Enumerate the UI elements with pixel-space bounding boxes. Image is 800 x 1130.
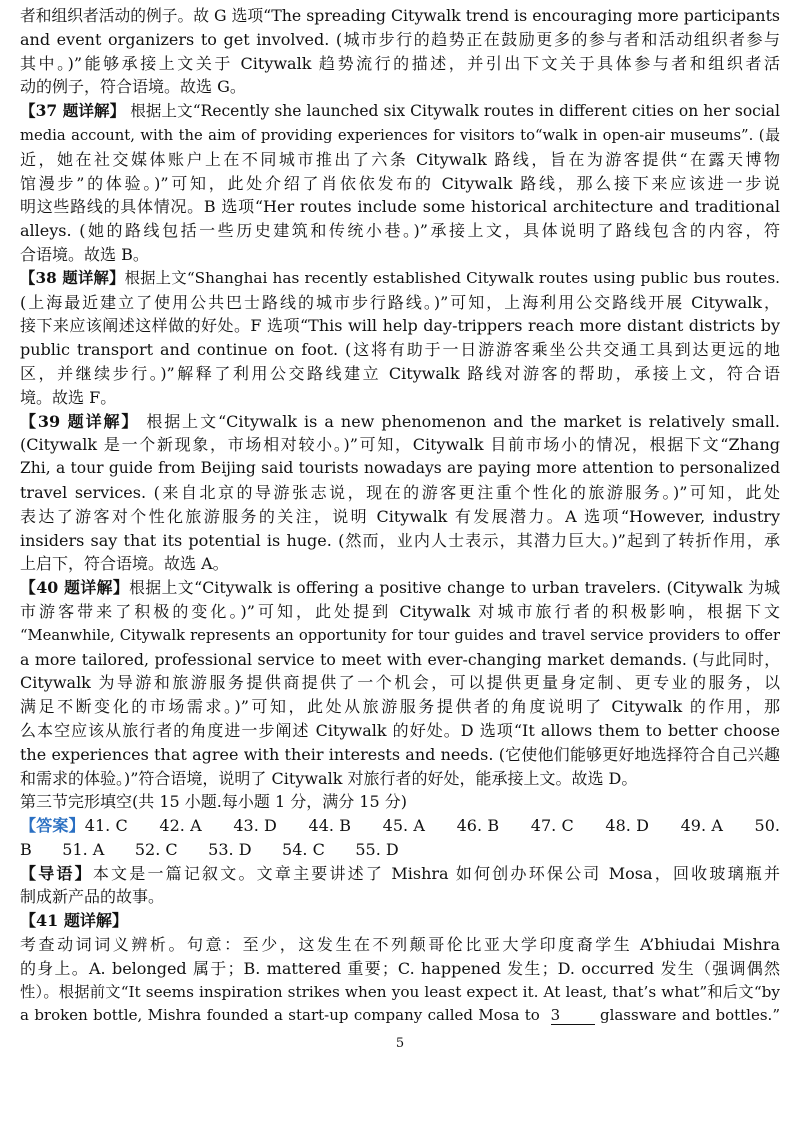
section-heading: 【导语】 <box>20 863 93 883</box>
line-text: 的身上。A. belonged 属于；B. mattered 重要；C. happened 发生；D. occurred 发生（强调偶然 <box>20 958 780 978</box>
text-line <box>20 75 780 99</box>
line-text: 上启下，符合语境。故选 A。 <box>20 554 229 574</box>
text-line <box>20 885 780 909</box>
line-text: media account, with the aim of providing experiences for visitors to“walk in open-air museums”. (最 <box>20 126 780 144</box>
cloze-blank: 3 <box>551 1006 595 1025</box>
text-line <box>20 862 780 886</box>
text-line <box>20 4 780 28</box>
line-text: 者和组织者活动的例子。故 G 选项“The spreading Citywalk trend is encouraging more participants <box>20 6 780 25</box>
text-line <box>20 624 780 648</box>
text-line <box>20 124 780 148</box>
text-line <box>20 267 780 291</box>
text-line <box>20 433 780 457</box>
text-line <box>20 219 780 243</box>
line-text: and event organizers to get involved. (城市步行的趋势正在鼓励更多的参与者和活动组织者参与 <box>20 29 780 49</box>
line-text: (Citywalk 是一个新现象，市场相对较小。)”可知，Citywalk 目前市场小的情况，根据下文“Zhang <box>20 435 780 455</box>
line-text: 本文是一篇记叙文。文章主要讲述了 Mishra 如何创办环保公司 Mosa，回收玻璃瓶并 <box>92 863 780 883</box>
line-text: insiders say that its potential is huge. (然而，业内人士表示，其潜力巨大。)”起到了转折作用，承 <box>20 530 780 550</box>
text-line <box>20 576 780 600</box>
text-line <box>20 648 780 672</box>
line-text: public transport and continue on foot. (这将有助于一日游游客乘坐公共交通工具到达更远的地 <box>20 340 780 360</box>
text-body <box>20 4 780 1028</box>
line-text: 动的例子，符合语境。故选 G。 <box>20 77 246 97</box>
text-line <box>20 743 780 767</box>
line-text: 明这些路线的具体情况。B 选项“Her routes include some historical architecture and traditional <box>20 197 780 217</box>
line-text: 合语境。故选 B。 <box>20 244 149 264</box>
section-heading: 【40 题详解】 <box>20 578 130 598</box>
text-line <box>20 148 780 172</box>
text-line <box>20 671 780 695</box>
text-line <box>20 481 780 505</box>
text-line <box>20 195 780 219</box>
line-text: 根据上文“Recently she launched six Citywalk routes in different cities on her social <box>125 102 780 121</box>
text-line <box>20 957 780 981</box>
line-text: a more tailored, professional service to meet with ever-changing market demands. (与此同时， <box>20 649 780 669</box>
text-line <box>20 338 780 362</box>
section-heading: 【37 题详解】 <box>20 101 126 121</box>
line-text: 和需求的体验。)”符合语境，说明了 Citywalk 对旅行者的好处，能承接上文。故选 D。 <box>20 768 638 788</box>
line-text: a broken bottle, Mishra founded a start-up company called Mosa to <box>20 1006 540 1025</box>
section-heading: 【41 题详解】 <box>20 911 128 931</box>
text-line <box>20 838 780 862</box>
line-text: 性）。根据前文“It seems inspiration strikes when you least expect it. At least, that’s what”和后文“by <box>20 982 780 1001</box>
line-text: (上海最近建立了使用公共巴士路线的城市步行路线。)”可知，上海利用公交路线开展 Citywalk， <box>20 292 780 312</box>
text-line <box>20 291 780 315</box>
line-text: 考查动词词义辨析。句意：至少，这发生在不列颠哥伦比亚大学印度裔学生 A’bhiudai Mishra <box>20 935 780 955</box>
line-text: 满足不断变化的市场需求。)”可知，此处从旅游服务提供者的角度说明了 Citywalk 的作用，那 <box>20 697 780 717</box>
line-text: 41. C 42. A 43. D 44. B 45. A 46. B 47. C 48. D 49. A 50. <box>84 816 780 836</box>
text-line <box>20 52 780 76</box>
line-text: 市游客带来了积极的变化。)”可知，此处提到 Citywalk 对城市旅行者的积极影响，根据下文 <box>20 601 780 621</box>
text-line <box>20 314 780 338</box>
line-text: 根据上文“Citywalk is a new phenomenon and the market is relatively small. <box>139 411 780 431</box>
text-line <box>20 1004 780 1028</box>
text-line <box>20 814 780 838</box>
line-text: “Meanwhile, Citywalk represents an opportunity for tour guides and travel service providers to offer <box>20 626 780 644</box>
section-heading: 【38 题详解】 <box>20 268 125 287</box>
line-text: 第三节完形填空(共 15 小题.每小题 1 分，满分 15 分) <box>20 792 407 812</box>
text-line <box>20 457 780 481</box>
line-text: 近，她在社交媒体账户上在不同城市推出了六条 Citywalk 路线，旨在为游客提供“在露天博物 <box>20 149 780 169</box>
line-text-after-blank: glassware and bottles.” <box>594 1006 780 1025</box>
line-text: 其中。)”能够承接上文关于 Citywalk 趋势流行的描述，并引出下文关于具体参与者和组织者活 <box>20 53 780 73</box>
text-line <box>20 767 780 791</box>
text-line <box>20 600 780 624</box>
text-line <box>20 386 780 410</box>
text-line <box>20 933 780 957</box>
line-text: 根据上文“Shanghai has recently established Citywalk routes using public bus routes. <box>124 268 780 287</box>
answer-label: 【答案】 <box>20 816 85 836</box>
line-text: 接下来应该阐述这样做的好处。F 选项“This will help day-trippers reach more distant districts by <box>20 316 780 336</box>
line-text: 根据上文“Citywalk is offering a positive change to urban travelers. (Citywalk 为城 <box>129 578 780 598</box>
line-text: 么本空应该从旅行者的角度进一步阐述 Citywalk 的好处。D 选项“It allows them to better choose <box>20 720 780 740</box>
line-text: 制成新产品的故事。 <box>20 887 165 907</box>
text-line <box>20 505 780 529</box>
text-line <box>20 99 780 124</box>
line-text: 馆漫步”的体验。)”可知，此处介绍了肖依依发布的 Citywalk 路线，那么接下来应该进一步说 <box>20 173 780 193</box>
text-line <box>20 552 780 576</box>
section-heading: 【39 题详解】 <box>20 411 140 431</box>
line-text: alleys. (她的路线包括一些历史建筑和传统小巷。)”承接上文，具体说明了路线包含的内容，符 <box>20 221 780 241</box>
text-line <box>20 719 780 743</box>
text-line <box>20 695 780 719</box>
line-text: 区，并继续步行。)”解释了利用公交路线建立 Citywalk 路线对游客的帮助，承接上文，符合语 <box>20 363 780 383</box>
text-line <box>20 909 780 933</box>
text-line <box>20 243 780 267</box>
line-text: the experiences that agree with their interests and needs. (它使他们能够更好地选择符合自己兴趣 <box>20 744 780 764</box>
line-text: travel services. (来自北京的导游张志说，现在的游客更注重个性化的旅游服务。)”可知，此处 <box>20 482 780 502</box>
line-text: 境。故选 F。 <box>20 387 117 407</box>
line-text: Citywalk 为导游和旅游服务提供商提供了一个机会，可以提供更量身定制、更专业的服务，以 <box>20 673 780 693</box>
text-line <box>20 172 780 196</box>
text-line <box>20 790 780 814</box>
text-line <box>20 410 780 434</box>
text-line <box>20 529 780 553</box>
line-text: 表达了游客对个性化旅游服务的关注，说明 Citywalk 有发展潜力。A 选项“However, industry <box>20 506 780 526</box>
page-number: 5 <box>395 1036 405 1051</box>
text-line <box>20 28 780 52</box>
text-line <box>20 362 780 386</box>
line-text: Zhi, a tour guide from Beijing said tourists nowadays are paying more attention to personalized <box>20 459 780 478</box>
text-line <box>20 981 780 1005</box>
line-text: B 51. A 52. C 53. D 54. C 55. D <box>20 839 399 859</box>
